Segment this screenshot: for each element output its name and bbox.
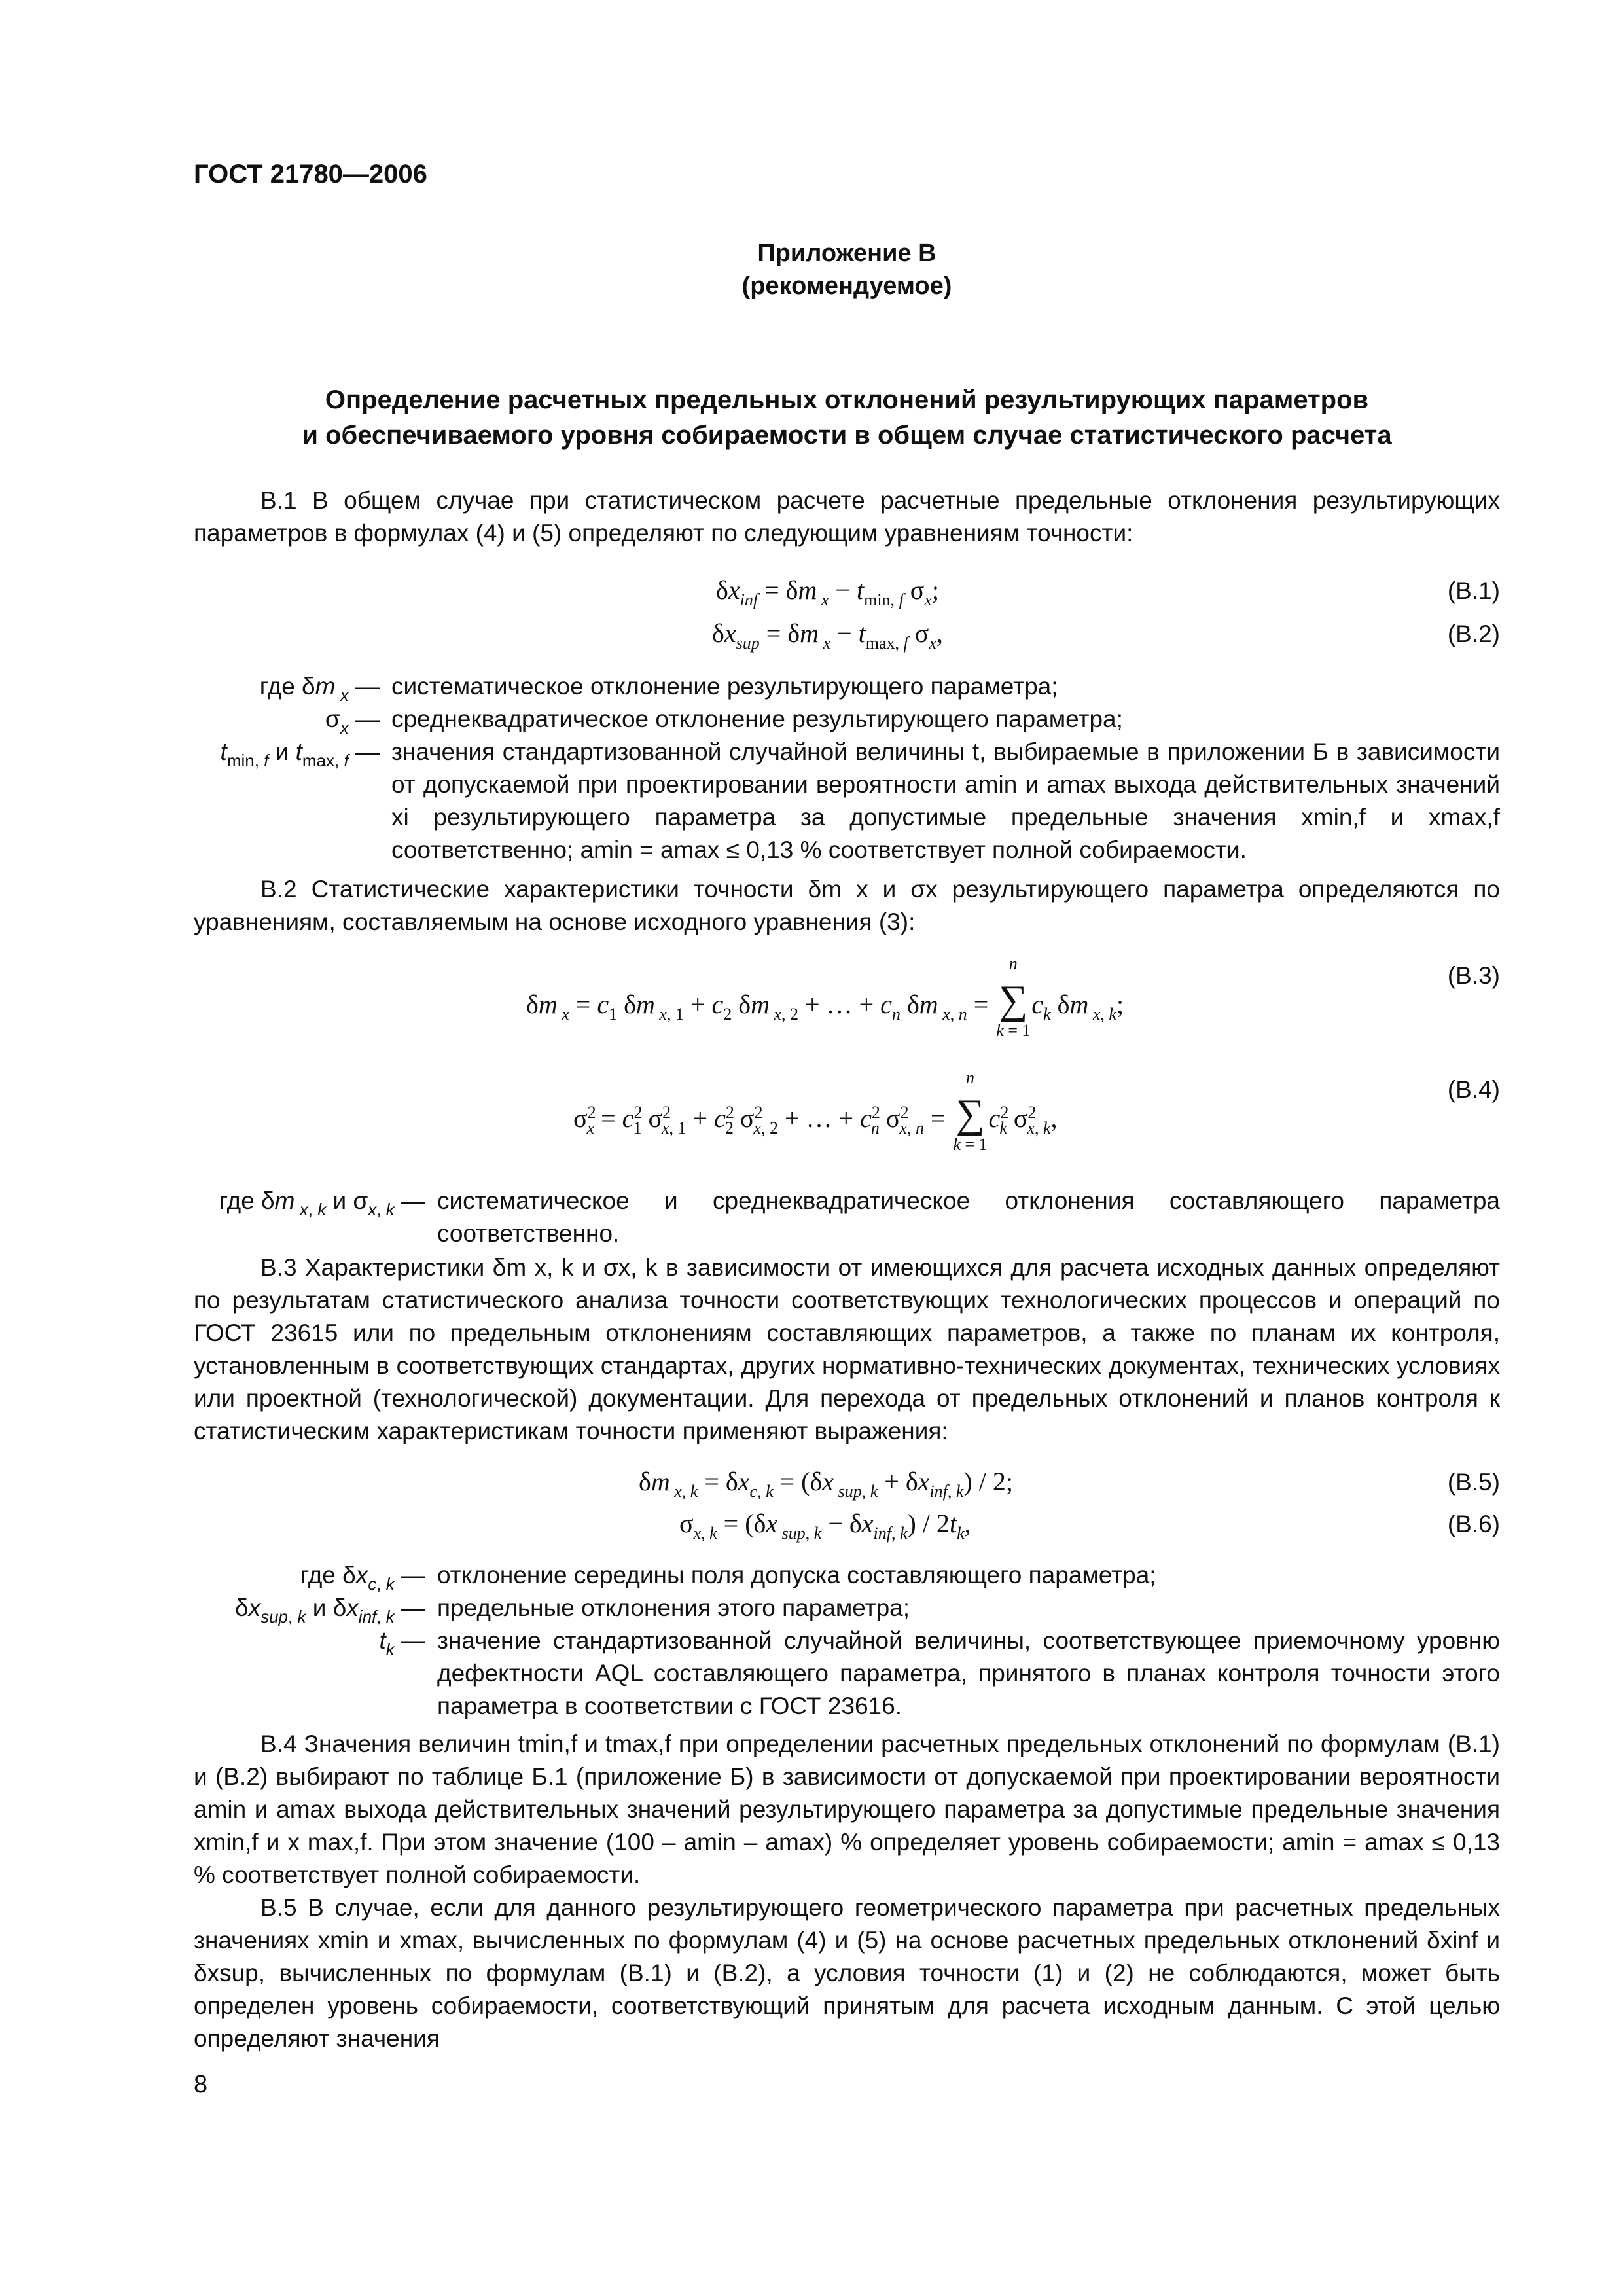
appendix-heading-line2: и обеспечиваемого уровня собираемости в общем случае статистического расчета [302, 421, 1392, 450]
where-item: среднеквадратическое отклонение результирующего параметра; [391, 706, 1123, 732]
where-item: значения стандартизованной случайной величины t, выбираемые в приложении Б в зависимости от допускаемой при проектировании вероятности amin и amax выхода действительных значений xi результирующего параметра за допустимые предельные значения xmin,f и xmax,f соответственно; amin = amax ≤ 0,13 % соответствует полной собираемости. [391, 738, 1500, 863]
equation-b3-number: (В.3) [1447, 962, 1500, 989]
where-label: $t_{min, f}$ и $t_{max, f}$ — [220, 738, 380, 770]
equation-b4-number: (В.4) [1447, 1076, 1500, 1103]
appendix-status: (рекомендуемое) [741, 272, 952, 300]
document-id: ГОСТ 21780—2006 [194, 160, 427, 188]
equation-b3: δm $_x = c_1$ δm $_{x, 1} + c_2$ δm $_{x, 2}$ + … + $c_n$ δm $_{x, n}$ = n ∑ k = 1 $c_k$ δm $_{x, k}$; [526, 954, 1124, 1040]
equation-b5-number: (В.5) [1447, 1469, 1500, 1496]
where-label: $\delta x_{sup, k}$ и $\delta x_{inf, k}$ — [234, 1594, 425, 1626]
equation-b4: $\sigma^2_x = c^2_1$ $\sigma^2_{x, 1} + c^2_2$ $\sigma^2_{x, 2}$ + … + $c^2_n$ $\sigma^2_{x, n}$ = n ∑ k = 1 $c^2_k$ $\sigma^2_{x, k}$, [573, 1068, 1058, 1154]
paragraph-b3: В.3 Характеристики δm x, k и σx, k в зависимости от имеющихся для расчета исходных данных определяют по результатам статистического анализа точности соответствующих технологических процессов и операций по ГОСТ 23615 или по предельным отклонениям составляющих параметров, а также по планам их контроля, установленным в соответствующих стандартах, других нормативно-технических документах, технических условиях или проектной (технологической) документации. Для перехода от предельных отклонений и планов контроля к статистическим характеристикам точности применяют выражения: [194, 1254, 1500, 1444]
equation-b6-number: (В.6) [1447, 1511, 1500, 1537]
paragraph-b5: В.5 В случае, если для данного результирующего геометрического параметра при расчетных предельных значениях xmin и xmax, вычисленных по формулам (4) и (5) на основе расчетных предельных отклонений δxinf и δxsup, вычисленных по формулам (В.1) и (В.2), а условия точности (1) и (2) не соблюдаются, может быть определен уровень собираемости, соответствующий принятым для расчета исходным данным. С этой целью определяют значения [194, 1894, 1500, 2052]
where-item: предельные отклонения этого параметра; [437, 1594, 910, 1621]
paragraph-b1: В.1 В общем случае при статистическом расчете расчетные предельные отклонения результирующих параметров в формулах (4) и (5) определяют по следующим уравнениям точности: [194, 487, 1500, 547]
page-number: 8 [194, 2071, 208, 2098]
paragraph-b2: В.2 Статистические характеристики точности δm x и σx результирующего параметра определяются по уравнениям, составляемым на основе исходного уравнения (3): [194, 876, 1500, 935]
where-label: где δm $_{x, k}$ и $\sigma_{x, k}$ — [219, 1187, 425, 1219]
where-item: систематическое отклонение результирующего параметра; [391, 673, 1058, 700]
equation-b5: δm $_{x, k} = \delta x_{c, k} = (\delta x$ $_{sup, k} + \delta x_{inf, k}) / 2$; [639, 1467, 1013, 1501]
where-item: систематическое и среднеквадратическое отклонения составляющего параметра соответственно. [437, 1187, 1500, 1247]
where-item: значение стандартизованной случайной величины, соответствующее приемочному уровню дефектности AQL составляющего параметра, принятого в планах контроля точности этого параметра в соответствии с ГОСТ 23616. [437, 1627, 1500, 1719]
where-item: отклонение середины поля допуска составляющего параметра; [437, 1562, 1156, 1588]
where-label: где $\delta x_{c, k}$ — [300, 1562, 425, 1594]
appendix-title: Приложение В [757, 240, 936, 267]
appendix-heading-line1: Определение расчетных предельных отклонений результирующих параметров [325, 386, 1369, 414]
equation-b2: $\delta x_{sup} = \delta m$ $_x - t_{max, f}$ $\sigma_x$, [712, 619, 943, 653]
equation-b2-number: (В.2) [1447, 620, 1500, 647]
equation-b1-number: (В.1) [1447, 577, 1500, 604]
where-label: $t_k$ — [379, 1627, 425, 1659]
paragraph-b4: В.4 Значения величин tmin,f и tmax,f при определении расчетных предельных отклонений по формулам (В.1) и (В.2) выбирают по таблице Б.1 (приложение Б) в зависимости от допускаемой при проектировании вероятности amin и amax выхода действительных значений результирующего параметра за допустимые предельные значения xmin,f и x max,f. При этом значение (100 – amin – amax) % определяет уровень собираемости; amin = amax ≤ 0,13 % соответствует полной собираемости. [194, 1731, 1500, 1888]
equation-b1: $\delta x_{inf} = \delta m$ $_x - t_{min, f}$ $\sigma_x$; [716, 575, 940, 609]
where-label: $\sigma_x$ — [325, 706, 380, 738]
where-label: где δm $_x$ — [259, 673, 380, 705]
equation-b6: $\sigma_{x, k} = (\delta x$ $_{sup, k} - \delta x_{inf, k}) / 2t_k$, [679, 1509, 971, 1543]
